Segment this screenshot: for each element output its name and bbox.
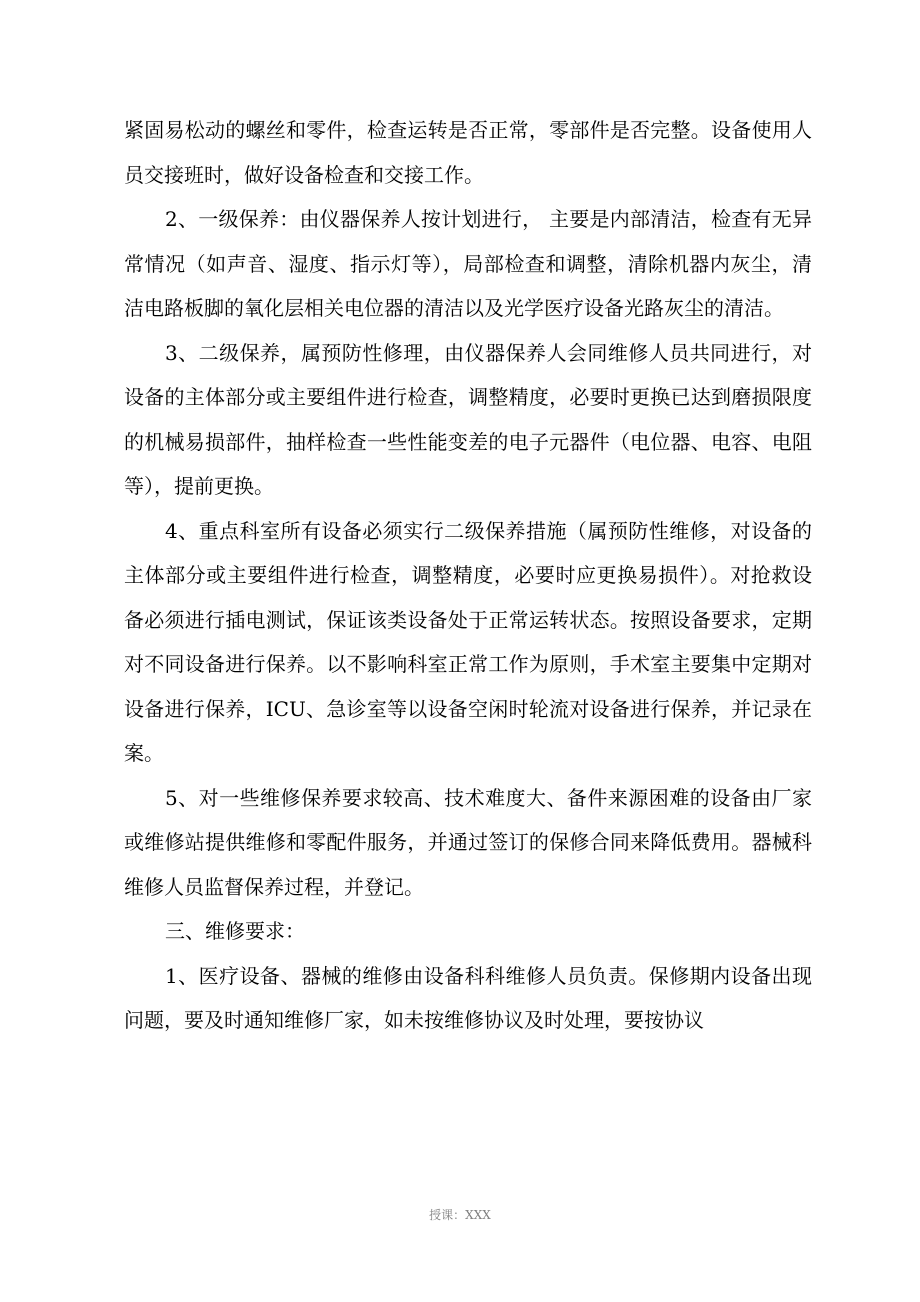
paragraph-repair-responsibility: 1、医疗设备、器械的维修由设备科科维修人员负责。保修期内设备出现问题，要及时通知维修厂家，如未按维修协议及时处理，要按协议 [124, 963, 812, 1032]
paragraph-second-level-maintenance: 3、二级保养，属预防性修理，由仪器保养人会同维修人员共同进行，对设备的主体部分或主要组件进行检查，调整精度，必要时更换已达到磨损限度的机械易损部件，抽样检查一些性能变差的电子元器件（电位器、电容、电阻等），提前更换。 [124, 340, 812, 498]
paragraph-manufacturer-service: 5、对一些维修保养要求较高、技术难度大、备件来源困难的设备由厂家或维修站提供维修和零配件服务，并通过签订的保修合同来降低费用。器械科维修人员监督保养过程，并登记。 [124, 785, 812, 899]
document-page [124, 108, 812, 1043]
paragraph-first-level-maintenance: 2、一级保养：由仪器保养人按计划进行， 主要是内部清洁，检查有无异常情况（如声音、湿度、指示灯等），局部检查和调整，清除机器内灰尘，清洁电路板脚的氧化层相关电位器的清洁以及光学医疗设备光路灰尘的清洁。 [124, 207, 812, 320]
section-heading-repair-requirements: 三、维修要求： [165, 919, 305, 943]
paragraph-key-departments: 4、重点科室所有设备必须实行二级保养措施（属预防性维修，对设备的主体部分或主要组件进行检查，调整精度，必要时应更换易损件）。对抢救设备必须进行插电测试，保证该类设备处于正常运转状态。按照设备要求，定期对不同设备进行保养。以不影响科室正常工作为原则，手术室主要集中定期对设备进行保养，ICU、急诊室等以设备空闲时轮流对设备进行保养，并记录在案。 [124, 518, 812, 765]
paragraph-continuation: 紧固易松动的螺丝和零件，检查运转是否正常，零部件是否完整。设备使用人员交接班时，做好设备检查和交接工作。 [124, 118, 812, 187]
page-footer: 授课：XXX [429, 1208, 491, 1222]
